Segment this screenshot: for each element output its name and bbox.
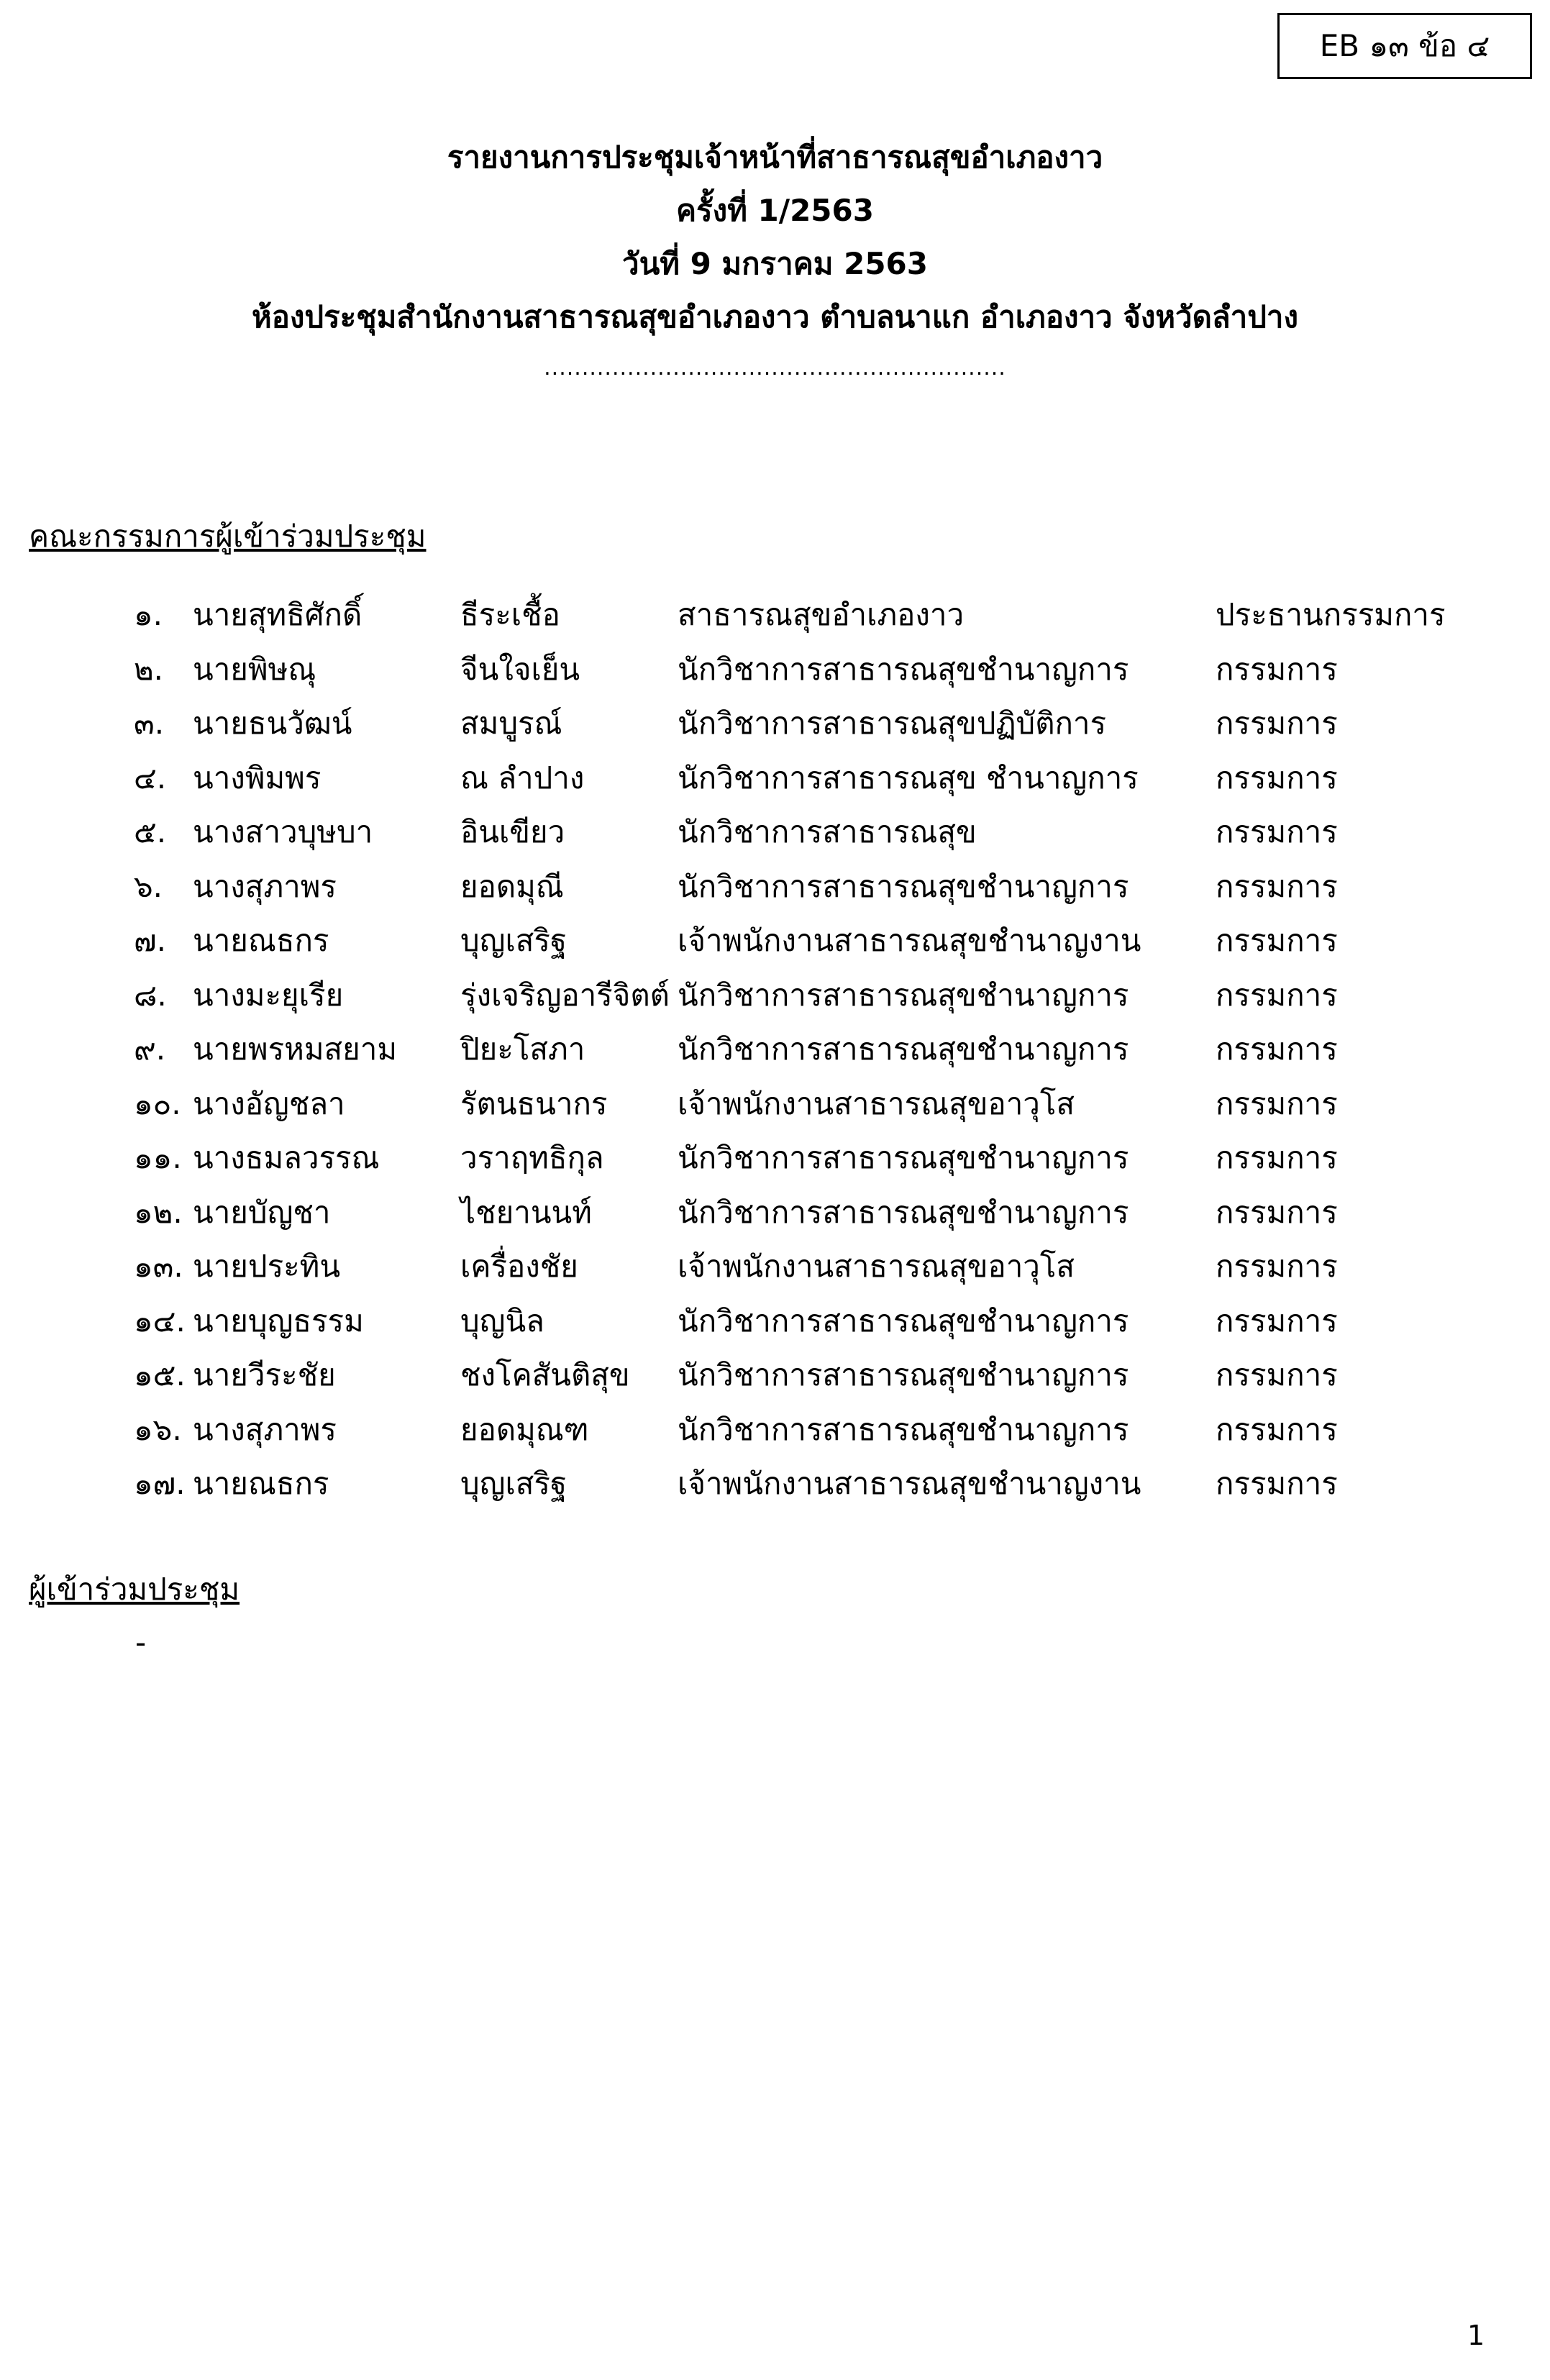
- member-role: ประธานกรรมการ: [1216, 597, 1446, 632]
- member-role: กรรมการ: [1216, 1303, 1338, 1339]
- document-code: EB ๑๓ ข้อ ๔: [1319, 28, 1490, 63]
- member-row: [0, 1028, 1550, 1082]
- member-role: กรรมการ: [1216, 814, 1338, 849]
- member-number: ๑๒.: [134, 1194, 183, 1230]
- member-first-name: นายบัญชา: [193, 1194, 331, 1230]
- member-last-name: วราฤทธิกุล: [460, 1140, 604, 1175]
- member-position: เจ้าพนักงานสาธารณสุขชำนาญงาน: [678, 923, 1141, 958]
- member-row: [0, 811, 1550, 865]
- meeting-number: ครั้งที่ 1/2563: [676, 193, 874, 228]
- member-position: นักวิชาการสาธารณสุขชำนาญการ: [678, 1194, 1129, 1230]
- committee-member-list: [0, 593, 1550, 1517]
- meeting-date: วันที่ 9 มกราคม 2563: [621, 246, 928, 281]
- member-last-name: รัตนธนากร: [460, 1085, 608, 1121]
- member-role: กรรมการ: [1216, 1031, 1338, 1067]
- member-first-name: นางธมลวรรณ: [193, 1140, 380, 1175]
- member-role: กรรมการ: [1216, 1194, 1338, 1230]
- member-role: กรรมการ: [1216, 1357, 1338, 1392]
- member-role: กรรมการ: [1216, 760, 1338, 795]
- member-last-name: รุ่งเจริญอารีจิตต์: [460, 977, 670, 1013]
- member-row: [0, 1300, 1550, 1354]
- member-row: [0, 1082, 1550, 1137]
- member-row: [0, 1245, 1550, 1300]
- attendees-value: -: [135, 1625, 147, 1660]
- member-role: กรรมการ: [1216, 706, 1338, 741]
- member-number: ๑๗.: [134, 1466, 186, 1501]
- member-first-name: นายประทิน: [193, 1249, 341, 1284]
- member-first-name: นายวีระชัย: [193, 1357, 336, 1392]
- member-position: นักวิชาการสาธารณสุขชำนาญการ: [678, 1357, 1129, 1392]
- member-first-name: นายสุทธิศักดิ์: [193, 597, 363, 632]
- member-role: กรรมการ: [1216, 1085, 1338, 1121]
- member-row: [0, 919, 1550, 974]
- meeting-location: ห้องประชุมสำนักงานสาธารณสุขอำเภองาว ตำบลนาแก อำเภองาว จังหวัดลำปาง: [251, 299, 1298, 334]
- member-position: นักวิชาการสาธารณสุขชำนาญการ: [678, 651, 1129, 687]
- member-last-name: ไชยานนท์: [460, 1194, 592, 1230]
- committee-heading: คณะกรรมการผู้เข้าร่วมประชุม: [29, 519, 427, 554]
- member-last-name: ยอดมุณฑ: [460, 1411, 589, 1447]
- member-position: นักวิชาการสาธารณสุข: [678, 814, 977, 849]
- member-number: ๒.: [134, 651, 164, 687]
- member-number: ๕.: [134, 814, 167, 849]
- member-position: นักวิชาการสาธารณสุขชำนาญการ: [678, 868, 1129, 904]
- member-first-name: นางสุภาพร: [193, 868, 337, 904]
- member-row: [0, 1408, 1550, 1463]
- attendees-heading: ผู้เข้าร่วมประชุม: [29, 1572, 240, 1607]
- member-last-name: บุญเสริฐ: [460, 923, 567, 958]
- member-last-name: ธีระเชื้อ: [460, 597, 560, 632]
- member-number: ๑๕.: [134, 1357, 186, 1392]
- member-last-name: จีนใจเย็น: [460, 651, 580, 687]
- member-first-name: นางอัญชลา: [193, 1085, 345, 1121]
- member-first-name: นายพรหมสยาม: [193, 1031, 398, 1067]
- member-last-name: ยอดมุณี: [460, 868, 564, 904]
- member-last-name: สมบูรณ์: [460, 706, 562, 741]
- member-number: ๑๔.: [134, 1303, 186, 1339]
- member-role: กรรมการ: [1216, 1466, 1338, 1501]
- member-first-name: นางมะยุเรีย: [193, 977, 344, 1013]
- member-position: สาธารณสุขอำเภองาว: [678, 597, 965, 632]
- member-role: กรรมการ: [1216, 868, 1338, 904]
- member-row: [0, 648, 1550, 703]
- member-last-name: ชงโคสันติสุข: [460, 1357, 630, 1392]
- member-row: [0, 1354, 1550, 1408]
- member-row: [0, 974, 1550, 1029]
- member-row: [0, 1462, 1550, 1517]
- member-position: นักวิชาการสาธารณสุขชำนาญการ: [678, 1411, 1129, 1447]
- member-last-name: เครื่องชัย: [460, 1249, 578, 1284]
- page-number: 1: [1467, 2320, 1485, 2351]
- member-number: ๖.: [134, 868, 163, 904]
- document-header: [0, 131, 1550, 344]
- member-position: เจ้าพนักงานสาธารณสุขอาวุโส: [678, 1249, 1075, 1284]
- member-role: กรรมการ: [1216, 923, 1338, 958]
- member-position: นักวิชาการสาธารณสุขชำนาญการ: [678, 1140, 1129, 1175]
- member-first-name: นางสุภาพร: [193, 1411, 337, 1447]
- member-position: นักวิชาการสาธารณสุขชำนาญการ: [678, 1031, 1129, 1067]
- member-first-name: นายพิษณุ: [193, 651, 316, 687]
- member-last-name: อินเขียว: [460, 814, 565, 849]
- member-first-name: นายณธกร: [193, 923, 329, 958]
- member-role: กรรมการ: [1216, 651, 1338, 687]
- member-number: ๓.: [134, 706, 165, 741]
- member-row: [0, 757, 1550, 811]
- member-first-name: นายบุญธรรม: [193, 1303, 364, 1339]
- member-number: ๑๐.: [134, 1085, 181, 1121]
- member-number: ๗.: [134, 923, 166, 958]
- member-number: ๑๑.: [134, 1140, 182, 1175]
- member-position: นักวิชาการสาธารณสุขชำนาญการ: [678, 1303, 1129, 1339]
- member-position: นักวิชาการสาธารณสุข ชำนาญการ: [678, 760, 1139, 795]
- dotted-separator: .............................................................: [544, 355, 1006, 380]
- member-number: ๘.: [134, 977, 167, 1013]
- member-row: [0, 1191, 1550, 1246]
- member-first-name: นายณธกร: [193, 1466, 329, 1501]
- report-title: รายงานการประชุมเจ้าหน้าที่สาธารณสุขอำเภองาว: [447, 140, 1103, 175]
- member-role: กรรมการ: [1216, 1140, 1338, 1175]
- member-number: ๑๖.: [134, 1411, 182, 1447]
- member-number: ๔.: [134, 760, 167, 795]
- member-first-name: นางสาวบุษบา: [193, 814, 373, 849]
- member-position: นักวิชาการสาธารณสุขปฏิบัติการ: [678, 706, 1107, 741]
- member-last-name: บุญเสริฐ: [460, 1466, 567, 1501]
- member-number: ๑๓.: [134, 1249, 183, 1284]
- member-row: [0, 593, 1550, 648]
- member-first-name: นายธนวัฒน์: [193, 706, 352, 741]
- member-first-name: นางพิมพร: [193, 760, 322, 795]
- member-position: เจ้าพนักงานสาธารณสุขอาวุโส: [678, 1085, 1075, 1121]
- member-role: กรรมการ: [1216, 1411, 1338, 1447]
- member-row: [0, 702, 1550, 757]
- member-last-name: บุญนิล: [460, 1303, 544, 1339]
- member-number: ๙.: [134, 1031, 166, 1067]
- document-code-box: [1277, 13, 1532, 79]
- member-number: ๑.: [134, 597, 163, 632]
- member-row: [0, 865, 1550, 920]
- member-position: นักวิชาการสาธารณสุขชำนาญการ: [678, 977, 1129, 1013]
- member-last-name: ปิยะโสภา: [460, 1031, 585, 1067]
- member-role: กรรมการ: [1216, 977, 1338, 1013]
- member-row: [0, 1136, 1550, 1191]
- member-position: เจ้าพนักงานสาธารณสุขชำนาญงาน: [678, 1466, 1141, 1501]
- member-role: กรรมการ: [1216, 1249, 1338, 1284]
- member-last-name: ณ ลำปาง: [460, 760, 585, 795]
